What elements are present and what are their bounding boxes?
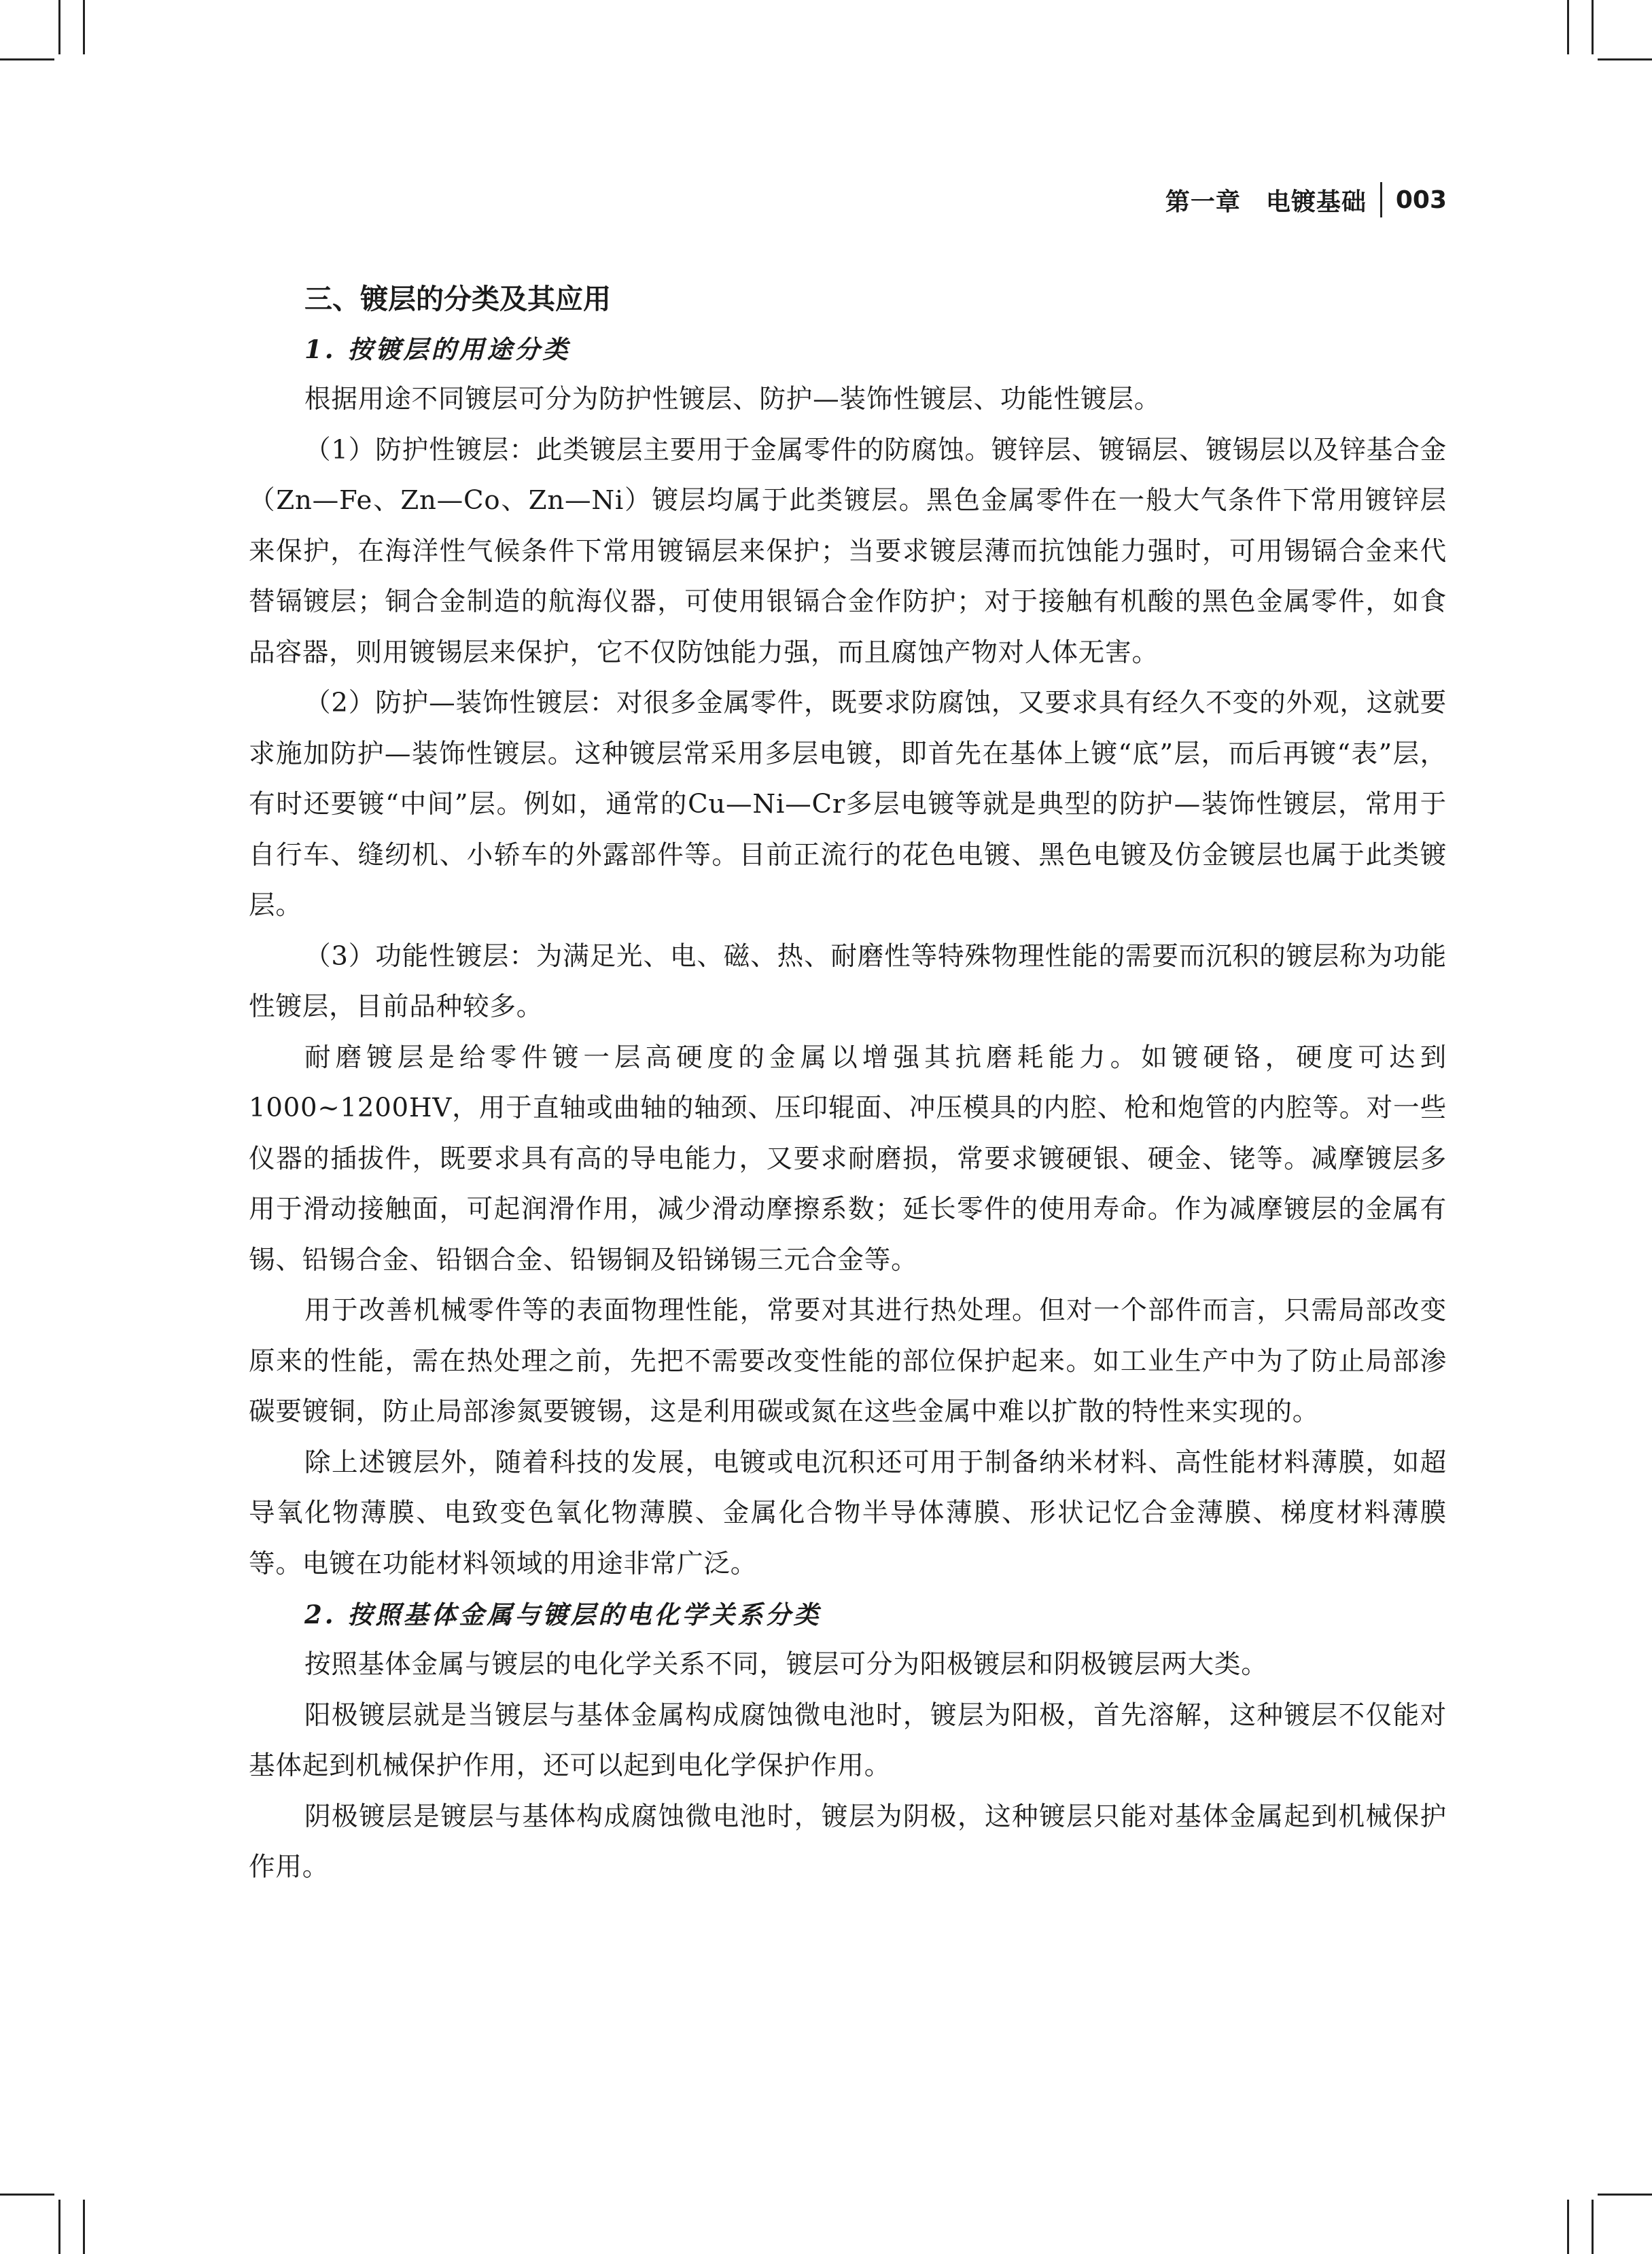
crop-mark [0, 58, 54, 60]
paragraph: 耐磨镀层是给零件镀一层高硬度的金属以增强其抗磨耗能力。如镀硬铬，硬度可达到1000~1200HV，用于直轴或曲轴的轴颈、压印辊面、冲压模具的内腔、枪和炮管的内腔等。对一些仪器的插拔件，既要求具有高的导电能力，又要求耐磨损，常要求镀硬银、硬金、铑等。减摩镀层多用于滑动接触面，可起润滑作用，减少滑动摩擦系数；延长零件的使用寿命。作为减摩镀层的金属有锡、铅锡合金、铅铟合金、铅锡铜及铅锑锡三元合金等。 [249, 1042, 1447, 1275]
crop-mark [0, 2194, 54, 2196]
crop-mark [1598, 58, 1652, 60]
page-number: 003 [1395, 186, 1447, 214]
crop-mark [83, 0, 85, 54]
paragraph: （3）功能性镀层：为满足光、电、磁、热、耐磨性等特殊物理性能的需要而沉积的镀层称为功能性镀层，目前品种较多。 [249, 940, 1447, 1022]
crop-mark [83, 2200, 85, 2254]
paragraph: （2）防护—装饰性镀层：对很多金属零件，既要求防腐蚀，又要求具有经久不变的外观，这就要求施加防护—装饰性镀层。这种镀层常采用多层电镀，即首先在基体上镀“底”层，而后再镀“表”层，有时还要镀“中间”层。例如，通常的Cu—Ni—Cr多层电镀等就是典型的防护—装饰性镀层，常用于自行车、缝纫机、小轿车的外露部件等。目前正流行的花色电镀、黑色电镀及仿金镀层也属于此类镀层。 [249, 688, 1447, 921]
paragraph: （1）防护性镀层：此类镀层主要用于金属零件的防腐蚀。镀锌层、镀镉层、镀锡层以及锌基合金（Zn—Fe、Zn—Co、Zn—Ni）镀层均属于此类镀层。黑色金属零件在一般大气条件下常用镀锌层来保护，在海洋性气候条件下常用镀镉层来保护；当要求镀层薄而抗蚀能力强时，可用锡镉合金来代替镉镀层；铜合金制造的航海仪器，可使用银镉合金作防护；对于接触有机酸的黑色金属零件，如食品容器，则用镀锡层来保护，它不仅防蚀能力强，而且腐蚀产物对人体无害。 [249, 434, 1447, 668]
chapter-title: 第一章 电镀基础 [1165, 188, 1367, 216]
crop-mark [1592, 0, 1594, 54]
crop-mark [1592, 2200, 1594, 2254]
paragraph: 用于改善机械零件等的表面物理性能，常要对其进行热处理。但对一个部件而言，只需局部改变原来的性能，需在热处理之前，先把不需要改变性能的部位保护起来。如工业生产中为了防止局部渗碳要镀铜，防止局部渗氮要镀锡，这是利用碳或氮在这些金属中难以扩散的特性来实现的。 [249, 1295, 1447, 1427]
crop-mark [1567, 2200, 1569, 2254]
paragraph: 根据用途不同镀层可分为防护性镀层、防护—装饰性镀层、功能性镀层。 [304, 384, 1161, 415]
section-heading: 三、镀层的分类及其应用 [304, 283, 611, 315]
crop-mark [1567, 0, 1569, 54]
crop-mark [1598, 2194, 1652, 2196]
subsection-heading: 1. 按镀层的用途分类 [304, 334, 571, 364]
crop-mark [58, 0, 60, 54]
page-body [249, 262, 1447, 1893]
header-divider [1380, 182, 1382, 217]
paragraph: 阴极镀层是镀层与基体构成腐蚀微电池时，镀层为阴极，这种镀层只能对基体金属起到机械保护作用。 [249, 1801, 1447, 1882]
paragraph: 阳极镀层就是当镀层与基体金属构成腐蚀微电池时，镀层为阳极，首先溶解，这种镀层不仅能对基体起到机械保护作用，还可以起到电化学保护作用。 [249, 1700, 1447, 1781]
subsection-heading: 2. 按照基体金属与镀层的电化学关系分类 [304, 1600, 822, 1630]
paragraph: 除上述镀层外，随着科技的发展，电镀或电沉积还可用于制备纳米材料、高性能材料薄膜，如超导氧化物薄膜、电致变色氧化物薄膜、金属化合物半导体薄膜、形状记忆合金薄膜、梯度材料薄膜等。电镀在功能材料领域的用途非常广泛。 [249, 1447, 1447, 1579]
running-header [1165, 182, 1447, 217]
crop-mark [58, 2200, 60, 2254]
paragraph: 按照基体金属与镀层的电化学关系不同，镀层可分为阳极镀层和阴极镀层两大类。 [304, 1649, 1268, 1680]
